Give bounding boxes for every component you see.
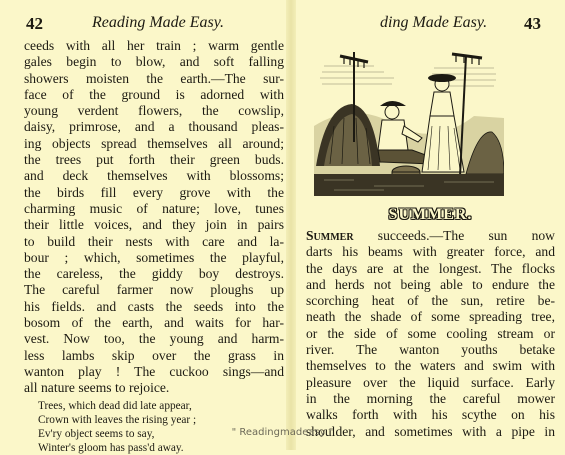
text-line: less lambs skip over the grass in [24,347,284,363]
right-running-head [306,14,555,38]
text-line [306,228,555,244]
right-body-text [306,228,555,440]
text-line: shoulder, and sometimes with a pipe in [306,423,555,439]
text-line: or the side of some cooling stream or [306,325,555,341]
text-line: walks forth with his scythe on his [306,407,555,423]
text-line: in the morning the careful mower [306,390,555,406]
text-line: the trees put forth their green buds. [24,152,284,168]
first-line-rest: succeeds.—The sun now [353,228,555,243]
text-line: to build their nests with care and la- [24,233,284,249]
text-line: the birds fill every grove with the [24,184,284,200]
text-line: wanton play ! The cuckoo sings—and [24,363,284,379]
right-page [292,0,565,450]
text-line: young verdent flowers, the cowslip, [24,103,284,119]
summer-harvest-engraving [314,46,504,196]
text-line: and deck themselves with blossoms; [24,168,284,184]
left-running-head [24,14,284,38]
text-line: face of the ground is adorned with [24,86,284,102]
footer-caption: " Readingmadeasy " [231,427,334,438]
left-body-text [24,38,284,397]
text-line: the careless, the giddy boy destroys. [24,266,284,282]
text-line: themselves to the waters and swim with [306,358,555,374]
verse-line: Winter's gloom has pass'd away. [38,441,184,454]
verse-line: Crown with leaves the rising year ; [38,413,197,426]
text-line: daisy, primrose, and a thousand pleas- [24,119,284,135]
text-line: river. The wanton youths betake [306,342,555,358]
text-line: The careful farmer now ploughs up [24,282,284,298]
text-line: pleasure over the liquid surface. Early [306,374,555,390]
section-heading: SUMMER. [388,206,473,223]
verse-line: Trees, which dead did late appear, [38,399,192,412]
text-line: vest. Now too, the young and harm- [24,331,284,347]
text-line: scorching heat of the sun, retire be- [306,293,555,309]
text-line: his fields. and casts the seeds into the [24,298,284,314]
text-line: darts his beams with greater force, and [306,244,555,260]
text-line: bour ; which, sometimes the playful, [24,249,284,265]
left-running-title: Reading Made Easy. [92,14,224,31]
text-line: all nature seems to rejoice. [24,380,170,396]
text-line: ceeds with all her train ; warm gentle [24,38,284,53]
text-line: their little voices, and they join in pairs [24,217,284,233]
text-line: bosom of the earth, and waits for har- [24,315,284,331]
left-page-number: 42 [26,14,43,33]
text-line: and herds not being able to endure the [306,276,555,292]
text-line: charming music of nature; love, tunes [24,200,284,216]
verse-line: Ev'ry object seems to say, [38,427,155,440]
text-line: gales begin to blow, and soft falling [24,54,284,70]
text-line: the days are at the longest. The flocks [306,260,555,276]
text-line: showers moisten the earth.—The sur- [24,70,284,86]
right-running-title: ding Made Easy. [380,14,488,31]
text-line: ing objects spread themselves all around; [24,135,284,151]
drop-word: Summer [306,228,354,243]
text-line: neath the shade of some spreading tree, [306,309,555,325]
right-page-number: 43 [524,14,541,33]
